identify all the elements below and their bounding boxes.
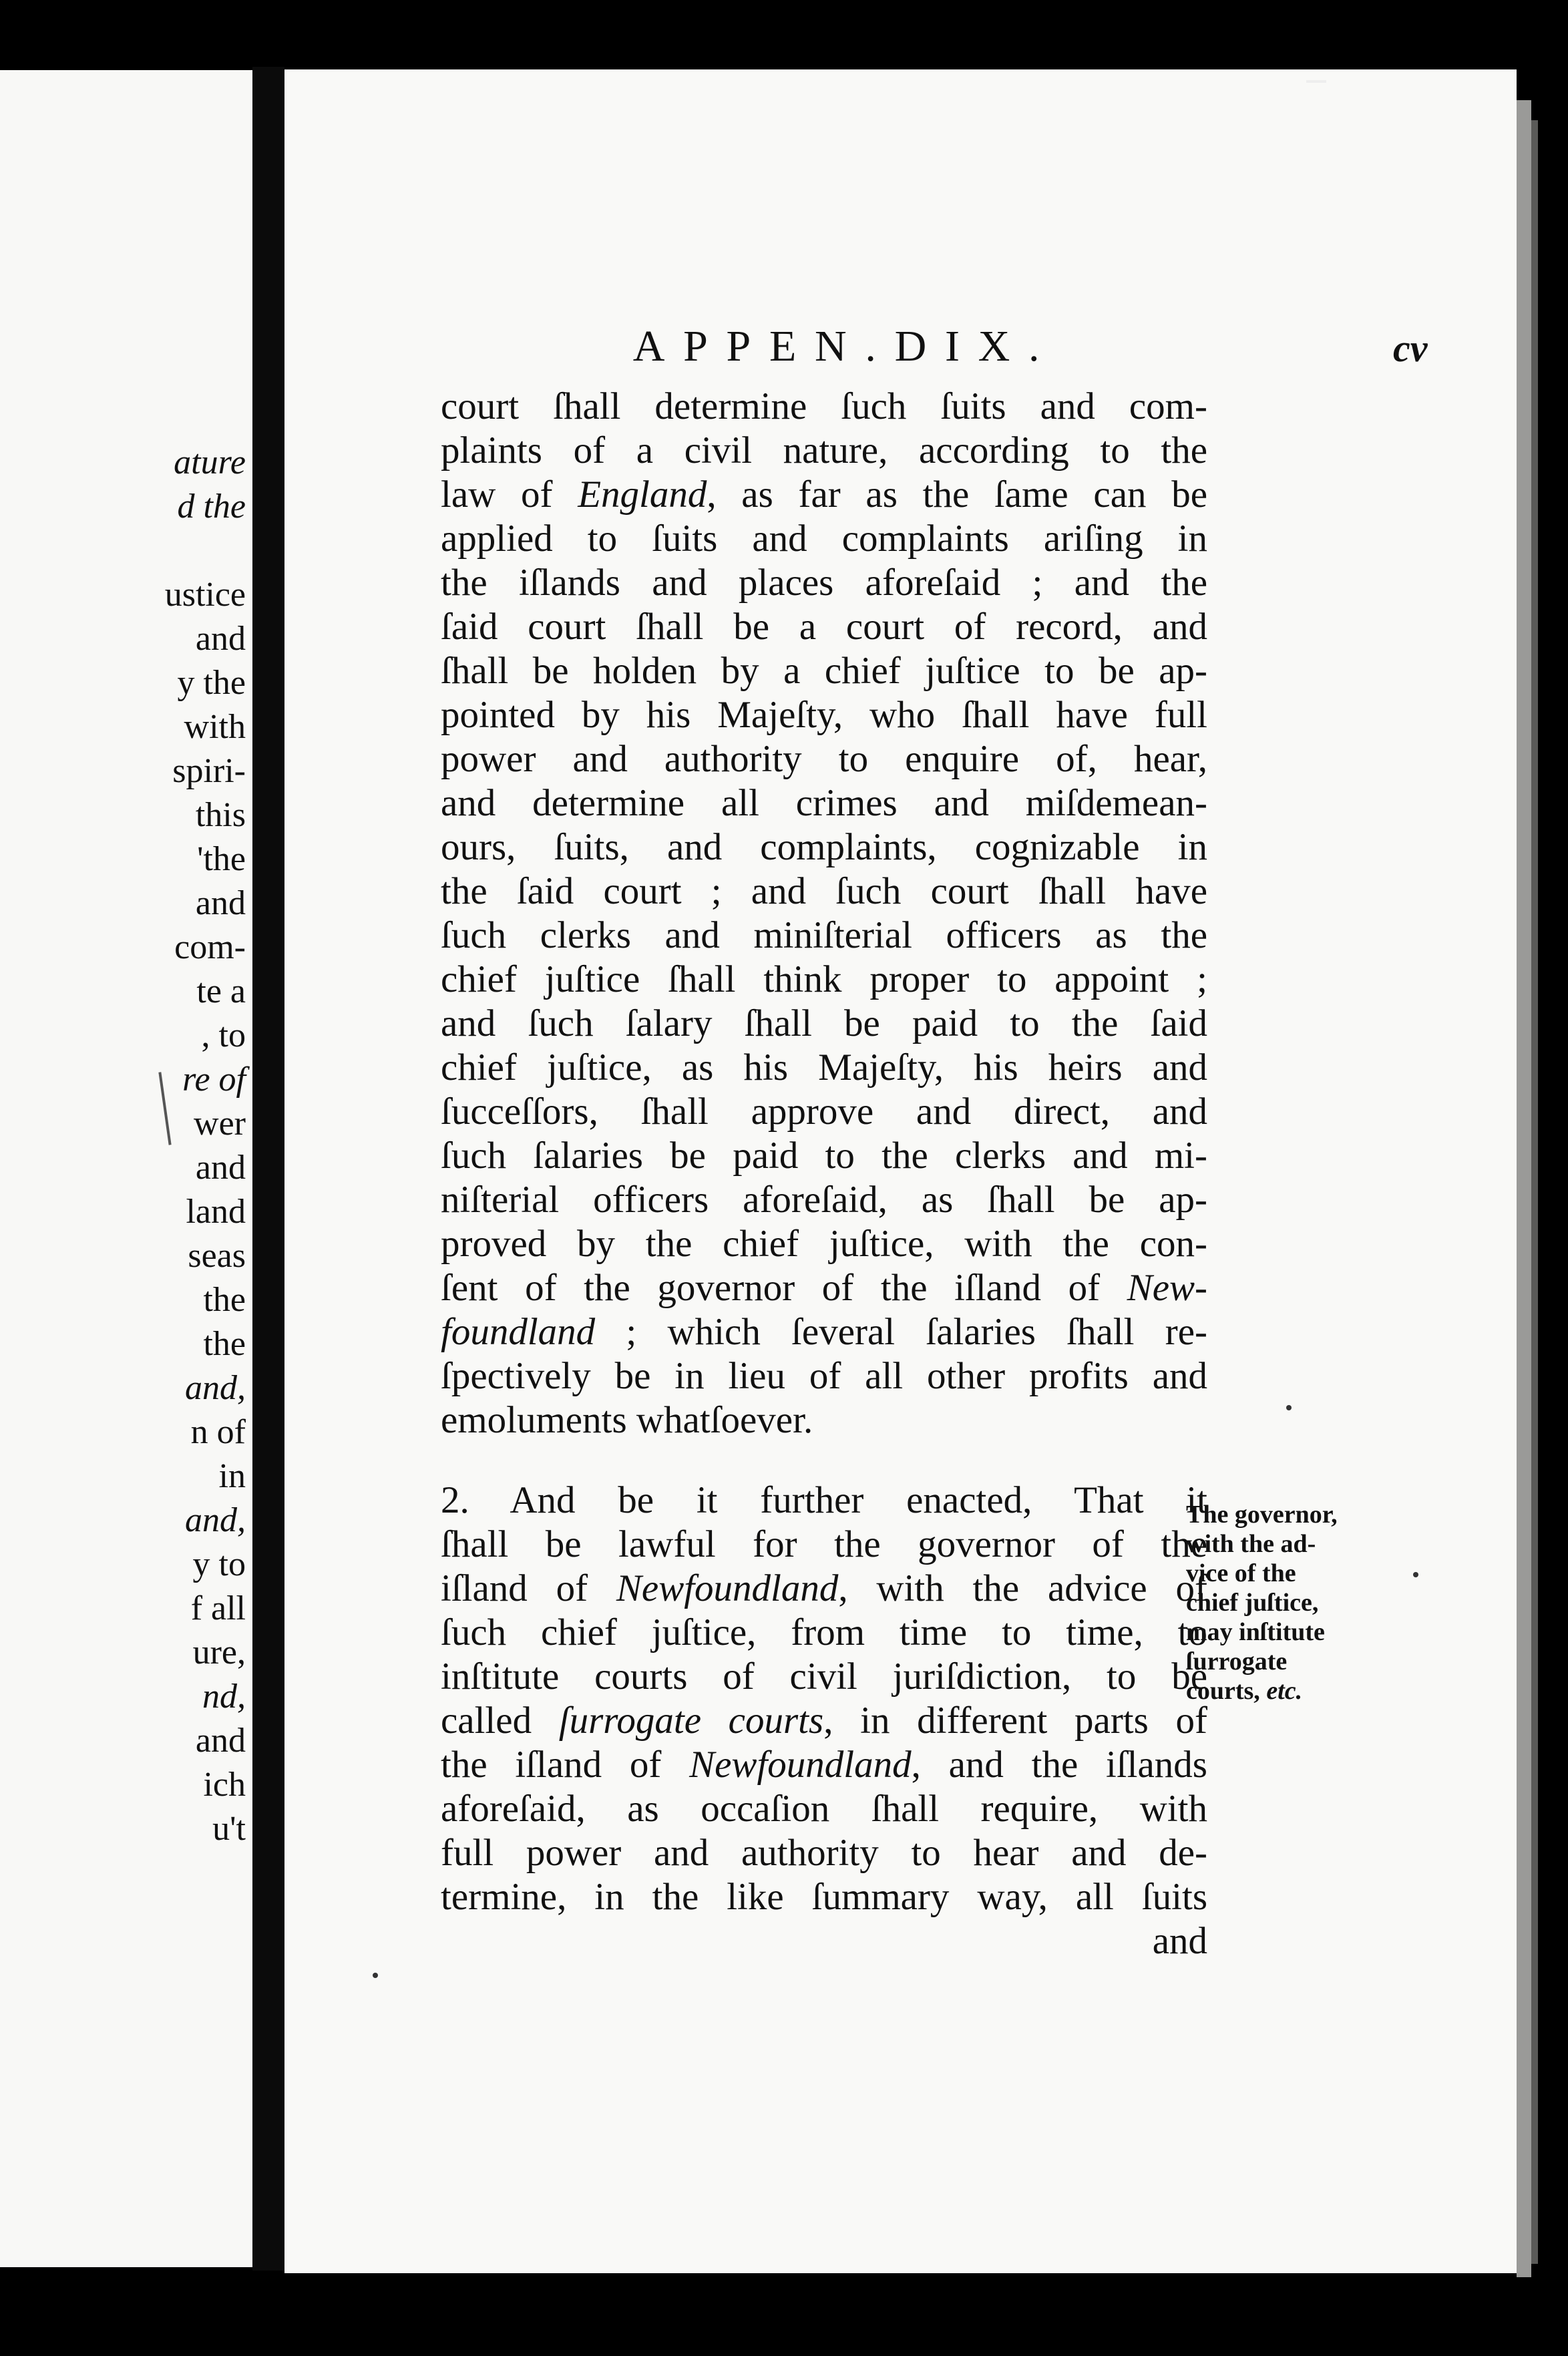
margin-note-line: ſurrogate <box>1186 1647 1288 1676</box>
previous-page-fragment-line: and <box>195 884 246 922</box>
previous-page-fragment-line: y to <box>192 1545 246 1583</box>
text-line: ſucceſſors, ſhall approve and direct, and <box>441 1091 1207 1133</box>
previous-page-fragment-line: ich <box>203 1766 246 1804</box>
previous-page-fragment-line: nd, <box>202 1678 246 1716</box>
previous-page-fragment-line: 'the <box>197 840 246 878</box>
catchword: and <box>1152 1920 1207 1962</box>
margin-note <box>1186 1500 1413 1706</box>
previous-page-fragment-line: the <box>203 1325 246 1363</box>
page-edge <box>1517 100 1531 2277</box>
previous-page-fragment-line: and <box>195 1149 246 1187</box>
text-line: ſhall be lawful for the governor of the <box>441 1523 1207 1565</box>
previous-page-fragment-line: and <box>195 620 246 658</box>
margin-note-line: with the ad- <box>1186 1530 1316 1558</box>
previous-page-fragment-line: land <box>186 1193 246 1231</box>
text-line: the iſland of Newfoundland, and the iſlands <box>441 1744 1207 1786</box>
previous-page-fragment-line: seas <box>188 1237 246 1275</box>
text-line: power and authority to enquire of, hear, <box>441 738 1207 780</box>
text-line: the iſlands and places aforeſaid ; and the <box>441 562 1207 604</box>
running-head <box>284 317 1517 377</box>
previous-page-fragment-line: te a <box>196 972 246 1010</box>
previous-page-fragment-line: f all <box>190 1589 246 1627</box>
text-line: and determine all crimes and miſdemean- <box>441 782 1207 824</box>
text-line: ſuch ſalaries be paid to the clerks and mi- <box>441 1135 1207 1177</box>
text-line: aforeſaid, as occaſion ſhall require, with <box>441 1788 1207 1830</box>
text-line: 2. And be it further enacted, That it <box>441 1479 1207 1521</box>
previous-page-fragment-line: com- <box>174 928 246 966</box>
running-title: APPEN.DIX. <box>632 322 1058 371</box>
text-line: ſuch clerks and miniſterial officers as the <box>441 914 1207 956</box>
margin-note-line: courts, etc. <box>1186 1677 1303 1705</box>
previous-page-fragment-line: and, <box>185 1501 246 1539</box>
text-line: chief juſtice ſhall think proper to appoint ; <box>441 958 1207 1000</box>
scan-mark <box>1306 69 1326 83</box>
margin-note-line: chief juſtice, <box>1186 1589 1319 1617</box>
ink-speck <box>1413 1572 1418 1577</box>
margin-note-line: The governor, <box>1186 1501 1338 1529</box>
text-line: ſaid court ſhall be a court of record, and <box>441 606 1207 648</box>
previous-page-fragment-line: u't <box>212 1810 246 1848</box>
text-line: termine, in the like ſummary way, all ſuits <box>441 1876 1207 1918</box>
current-page <box>284 69 1517 2273</box>
book-gutter <box>252 67 284 2271</box>
previous-page-fragment-line: y the <box>177 664 246 702</box>
text-line: niſterial officers aforeſaid, as ſhall be ap- <box>441 1179 1207 1221</box>
text-line: ſpectively be in lieu of all other profits and <box>441 1355 1207 1397</box>
text-line: full power and authority to hear and de- <box>441 1832 1207 1874</box>
previous-page-fragment-line: in <box>218 1457 246 1495</box>
ink-speck <box>1286 1405 1292 1410</box>
text-line: iſland of Newfoundland, with the advice of <box>441 1567 1207 1609</box>
paragraph-2 <box>441 1479 1207 1919</box>
previous-page-fragment-line: ustice <box>164 576 246 614</box>
text-line: chief juſtice, as his Majeſty, his heirs and <box>441 1046 1207 1089</box>
body-text <box>441 385 1207 1963</box>
previous-page-fragment-line: this <box>195 796 246 834</box>
text-line: plaints of a civil nature, according to the <box>441 429 1207 471</box>
paragraph-1 <box>441 385 1207 1442</box>
text-line: court ſhall determine ſuch ſuits and com- <box>441 385 1207 427</box>
margin-note-line: vice of the <box>1186 1559 1296 1587</box>
italic-text: foundland <box>441 1311 596 1353</box>
previous-page-fragment-line: , to <box>201 1016 246 1054</box>
italic-text: Newfoundland <box>616 1567 839 1609</box>
previous-page-fragment-line: re of <box>182 1060 246 1099</box>
text-line: law of England, as far as the ſame can be <box>441 473 1208 516</box>
previous-page-fragment-line: with <box>184 708 246 746</box>
pen-mark <box>158 1072 171 1145</box>
text-line: inſtitute courts of civil juriſdiction, to be <box>441 1655 1207 1698</box>
previous-page-fragment-line: and, <box>185 1369 246 1407</box>
text-line: proved by the chief juſtice, with the con- <box>441 1223 1207 1265</box>
previous-page-fragment-line: ure, <box>192 1633 246 1672</box>
text-line: ſhall be holden by a chief juſtice to be ap- <box>441 650 1207 692</box>
text-line: ſuch chief juſtice, from time to time, to <box>441 1611 1207 1653</box>
text-line: ours, ſuits, and complaints, cognizable in <box>441 826 1207 868</box>
page-number: cv <box>1393 327 1428 370</box>
previous-page-fragment-line: the <box>203 1281 246 1319</box>
previous-page-fragment-line: n of <box>190 1413 246 1451</box>
text-line: applied to ſuits and complaints ariſing in <box>441 518 1207 560</box>
margin-note-line: may inſtitute <box>1186 1618 1325 1646</box>
text-line: called ſurrogate courts, in different parts of <box>441 1700 1207 1742</box>
italic-text: England <box>578 473 707 516</box>
previous-page-fragment-line: ature <box>174 443 246 481</box>
text-line: ſent of the governor of the iſland of New- <box>441 1267 1207 1309</box>
ink-speck <box>373 1973 378 1978</box>
text-line: foundland ; which ſeveral ſalaries ſhall re- <box>441 1311 1207 1353</box>
previous-page-fragment-line: d the <box>177 487 246 526</box>
previous-page-fragment-line: wer <box>194 1105 246 1143</box>
italic-text: ſurrogate courts <box>558 1700 824 1742</box>
page-edge-shadow <box>1531 120 1538 2264</box>
paragraph-gap <box>441 1442 1207 1479</box>
text-line: emoluments whatſoever. <box>441 1399 813 1441</box>
text-line: and ſuch ſalary ſhall be paid to the ſaid <box>441 1002 1207 1044</box>
previous-page-fragment-line: spiri- <box>172 752 246 790</box>
italic-text: New- <box>1127 1267 1207 1309</box>
text-line: the ſaid court ; and ſuch court ſhall have <box>441 870 1207 912</box>
previous-page-fragment <box>0 70 252 2267</box>
previous-page-fragment-line: and <box>195 1722 246 1760</box>
italic-text: etc. <box>1266 1677 1303 1705</box>
text-line: pointed by his Majeſty, who ſhall have full <box>441 694 1207 736</box>
italic-text: Newfoundland <box>689 1744 912 1786</box>
